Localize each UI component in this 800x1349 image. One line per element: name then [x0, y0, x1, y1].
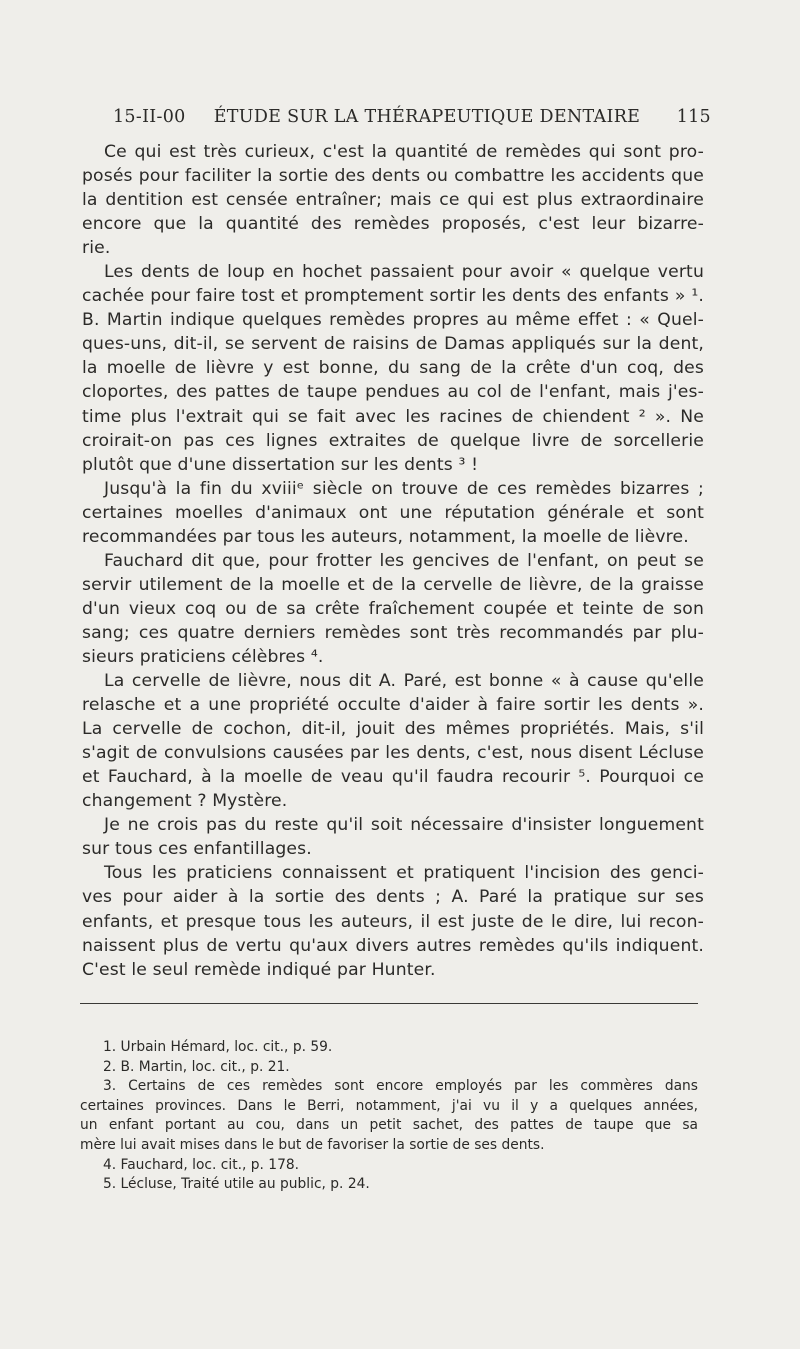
body-line: la moelle de lièvre y est bonne, du sang de la crête d'un coq, des — [82, 358, 704, 379]
body-line: recommandées par tous les auteurs, notamment, la moelle de lièvre. — [82, 526, 689, 547]
footnote-4: 4. Fauchard, loc. cit., p. 178. — [103, 1156, 300, 1173]
body-line: cloportes, des pattes de taupe pendues au col de l'enfant, mais j'es- — [82, 382, 704, 403]
body-line: sieurs praticiens célèbres ⁴. — [82, 646, 324, 667]
header-title: ÉTUDE SUR LA THÉRAPEUTIQUE DENTAIRE — [213, 107, 641, 127]
body-line: s'agit de convulsions causées par les dents, c'est, nous disent Lécluse — [82, 743, 704, 764]
body-line: La cervelle de cochon, dit-il, jouit des mêmes propriétés. Mais, s'il — [82, 719, 704, 740]
body-line: Ce qui est très curieux, c'est la quantité de remèdes qui sont pro- — [104, 142, 704, 162]
body-line: rie. — [82, 238, 111, 259]
footnotes — [80, 1038, 698, 1195]
body-line: Je ne crois pas du reste qu'il soit nécessaire d'insister longuement — [104, 815, 704, 836]
body-line: la dentition est censée entraîner; mais ce qui est plus extraordinaire — [82, 190, 704, 211]
body-line: croirait-on pas ces lignes extraites de quelque livre de sorcellerie — [82, 430, 704, 451]
body-line: Tous les praticiens connaissent et pratiquent l'incision des genci- — [104, 863, 704, 884]
footnote-3-line: 3. Certains de ces remèdes sont encore employés par les commères dans — [103, 1078, 698, 1095]
footnote-3-line: un enfant portant au cou, dans un petit sachet, des pattes de taupe que sa — [80, 1117, 698, 1134]
body-line: encore que la quantité des remèdes proposés, c'est leur bizarre- — [82, 214, 704, 235]
footnote-5: 5. Lécluse, Traité utile au public, p. 24. — [103, 1176, 370, 1193]
body-line: enfants, et presque tous les auteurs, il est juste de le dire, lui recon- — [82, 911, 704, 932]
footnote-3-line: mère lui avait mises dans le but de favoriser la sortie de ses dents. — [80, 1136, 545, 1153]
body-line: B. Martin indique quelques remèdes propres au même effet : « Quel- — [82, 310, 704, 331]
body-line: time plus l'extrait qui se fait avec les racines de chiendent ² ». Ne — [82, 406, 704, 427]
body-line: plutôt que d'une dissertation sur les dents ³ ! — [82, 454, 479, 475]
header-date: 15-II-00 — [113, 107, 186, 127]
body-line: naissent plus de vertu qu'aux divers autres remèdes qu'ils indiquent. — [82, 935, 704, 956]
body-text — [82, 140, 704, 982]
body-line: d'un vieux coq ou de sa crête fraîchement coupée et teinte de son — [82, 598, 704, 619]
body-line: C'est le seul remède indiqué par Hunter. — [82, 959, 436, 980]
body-line: Les dents de loup en hochet passaient pour avoir « quelque vertu — [104, 262, 704, 283]
running-header — [113, 103, 711, 135]
footnote-1: 1. Urbain Hémard, loc. cit., p. 59. — [103, 1039, 333, 1055]
footnote-3-line: certaines provinces. Dans le Berri, notamment, j'ai vu il y a quelques années, — [80, 1097, 698, 1114]
body-line: sang; ces quatre derniers remèdes sont très recommandés par plu- — [82, 622, 704, 643]
body-line: cachée pour faire tost et promptement sortir les dents des enfants » ¹. — [82, 286, 704, 307]
footnote-2: 2. B. Martin, loc. cit., p. 21. — [103, 1058, 290, 1075]
body-line: relasche et a une propriété occulte d'aider à faire sortir les dents ». — [82, 695, 704, 716]
body-line: sur tous ces enfantillages. — [82, 839, 312, 860]
body-line: certaines moelles d'animaux ont une réputation générale et sont — [82, 502, 704, 523]
body-line: La cervelle de lièvre, nous dit A. Paré, est bonne « à cause qu'elle — [104, 671, 704, 692]
body-line: posés pour faciliter la sortie des dents ou combattre les accidents que — [82, 166, 704, 187]
body-line: et Fauchard, à la moelle de veau qu'il faudra recourir ⁵. Pourquoi ce — [82, 767, 704, 788]
footnote-rule — [80, 1003, 698, 1004]
body-line: ques-uns, dit-il, se servent de raisins de Damas appliqués sur la dent, — [82, 334, 704, 355]
body-line: Jusqu'à la fin du xviiiᵉ siècle on trouve de ces remèdes bizarres ; — [104, 478, 704, 499]
page-number: 115 — [676, 107, 711, 127]
body-line: Fauchard dit que, pour frotter les gencives de l'enfant, on peut se — [104, 550, 704, 571]
body-line: ves pour aider à la sortie des dents ; A. Paré la pratique sur ses — [82, 887, 704, 908]
body-line: servir utilement de la moelle et de la cervelle de lièvre, de la graisse — [82, 574, 704, 595]
body-line: changement ? Mystère. — [82, 791, 288, 812]
